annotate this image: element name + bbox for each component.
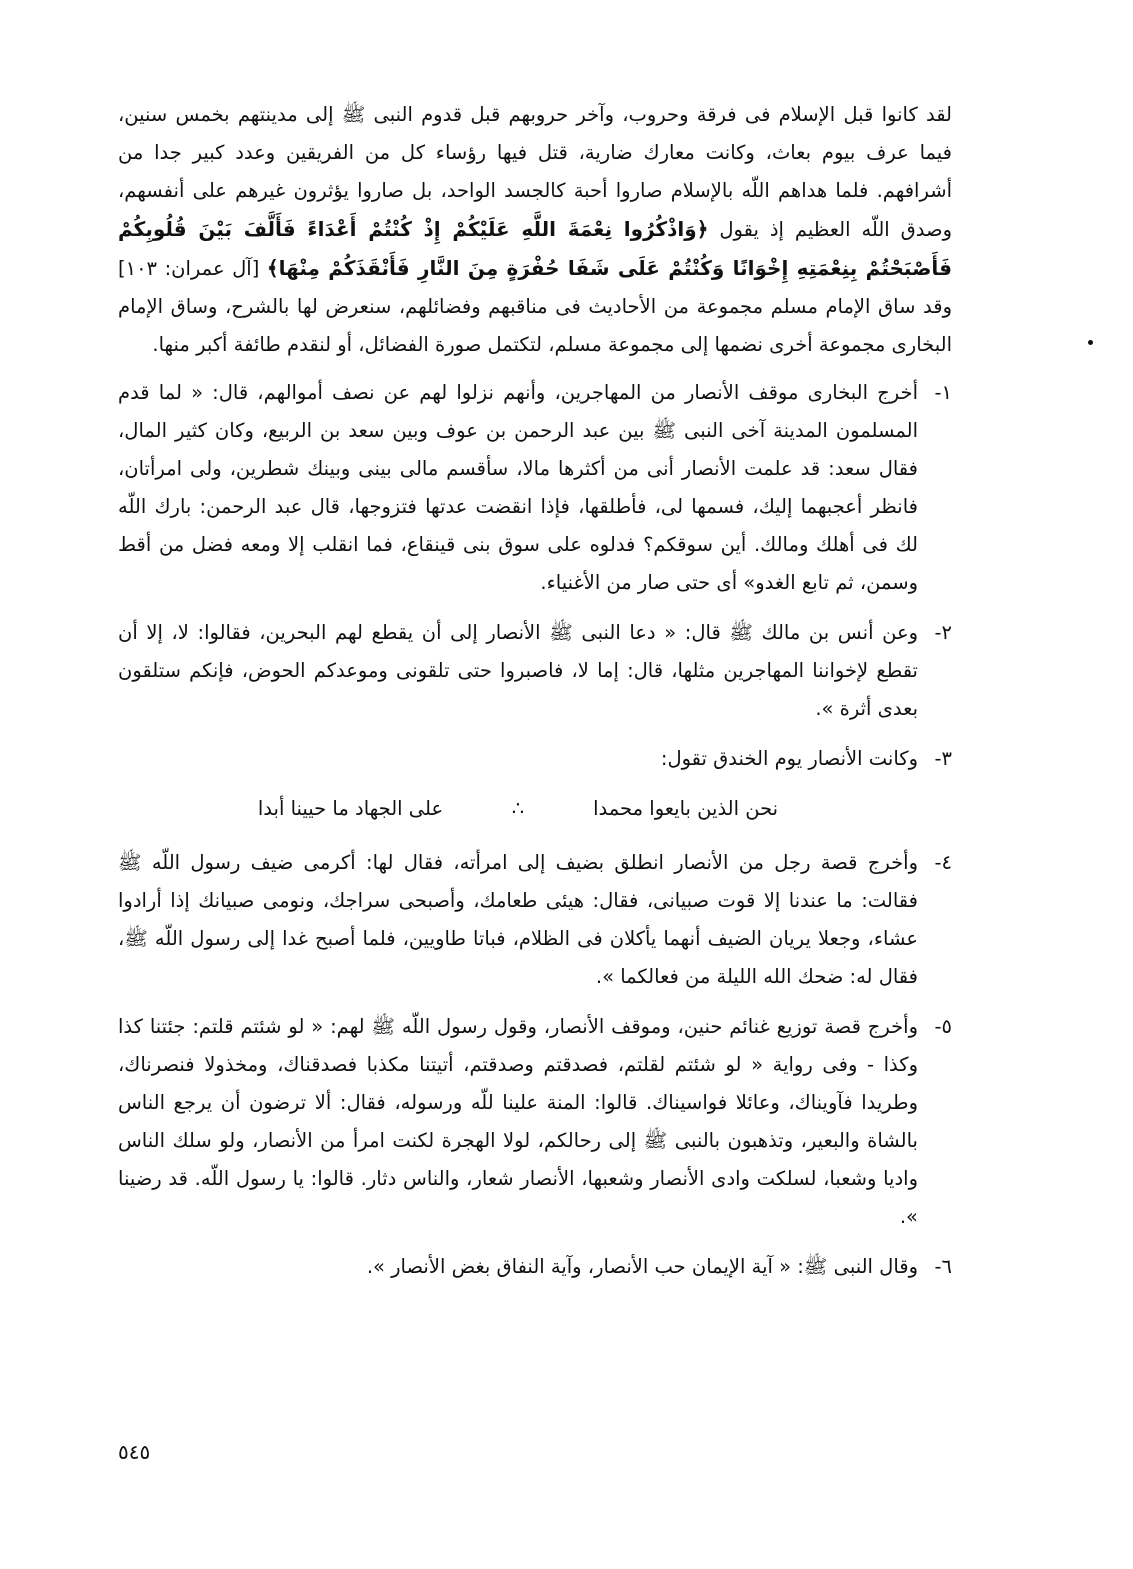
item-number: ٣- xyxy=(934,747,952,770)
item-number: ٤- xyxy=(934,851,952,874)
item-text: وأخرج قصة توزيع غنائم حنين، وموقف الأنصار، وقول رسول اللّه ﷺ لهم: « لو شئتم قلتم: جئتنا كذا وكذا - وفى رواية « لو شئتم لقلتم، فصدقتم وصدقتم، أتيتنا مكذبا فصدقناك، ومخذولا فنصرناك، وطريدا فآويناك، وعائلا فواسيناك. قالوا: المنة علينا للّه ورسوله، فقال: ألا ترضون أن يرجع الناس بالشاة والبعير، وتذهبون بالنبى ﷺ إلى رحالكم، لولا الهجرة لكنت امرأ من الأنصار، ولو سلك الناس واديا وشعبا، لسلكت وادى الأنصار وشعبها، الأنصار شعار، والناس دثار. قالوا: يا رسول اللّه. قد رضينا ». xyxy=(118,1015,918,1228)
item-number: ٢- xyxy=(934,621,952,644)
item-text: وعن أنس بن مالك ﷺ قال: « دعا النبى ﷺ الأنصار إلى أن يقطع لهم البحرين، فقالوا: لا، إلا أن تقطع لإخواننا المهاجرين مثلها، قال: إما لا، فاصبروا حتى تلقونى وموعدكم الحوض، فإنكم ستلقون بعدى أثرة ». xyxy=(118,621,918,720)
list-item-3 xyxy=(118,740,952,778)
item-number: ٦- xyxy=(934,1255,952,1278)
item-number: ٥- xyxy=(934,1015,952,1038)
page-body xyxy=(118,96,952,1298)
list-item-1 xyxy=(118,374,952,602)
item-text: وقال النبى ﷺ: « آية الإيمان حب الأنصار، وآية النفاق بغض الأنصار ». xyxy=(366,1255,918,1278)
item-number: ١- xyxy=(934,381,952,404)
item-text: أخرج البخارى موقف الأنصار من المهاجرين، وأنهم نزلوا لهم عن نصف أموالهم، قال: « لما قدم المسلمون المدينة آخى النبى ﷺ بين عبد الرحمن بن عوف وبين سعد بن الربيع، وكان كثير المال، فقال سعد: قد علمت الأنصار أنى من أكثرها مالا، سأقسم مالى بينى وبينك شطرين، ولى امرأتان، فانظر أعجبهما إليك، فسمها لى، فأطلقها، فإذا انقضت عدتها فتزوجها، قال عبد الرحمن: بارك اللّه لك فى أهلك ومالك. أين سوقكم؟ فدلوه على سوق بنى قينقاع، فما انقلب إلا ومعه فضل من أقط وسمن، ثم تابع الغدو» أى حتى صار من الأغنياء. xyxy=(118,381,918,594)
poem-separator: ∴ xyxy=(511,797,525,820)
poem-verse xyxy=(118,790,952,828)
item-text: وأخرج قصة رجل من الأنصار انطلق بضيف إلى امرأته، فقال لها: أكرمى ضيف رسول اللّه ﷺ فقالت: ما عندنا إلا قوت صبيانى، فقال: هيئى طعامك، وأصبحى سراجك، ونومى صبيانك إذا أرادوا عشاء، وجعلا يريان الضيف أنهما يأكلان فى الظلام، فباتا طاويين، فلما أصبح غدا إلى رسول اللّه ﷺ، فقال له: ضحك الله الليلة من فعالكما ». xyxy=(118,851,918,988)
list-item-5 xyxy=(118,1008,952,1236)
list-item-6 xyxy=(118,1248,952,1286)
intro-text-before: لقد كانوا قبل الإسلام فى فرقة وحروب، وآخر حروبهم قبل قدوم النبى ﷺ إلى مدينتهم بخمس سنين، فيما عرف بيوم بعاث، وكانت معارك ضارية، قتل فيها رؤساء كل من الفريقين وعدد كبير جدا من أشرافهم. فلما هداهم اللّه بالإسلام صاروا أحبة كالجسد الواحد، بل صاروا يؤثرون غيرهم على أنفسهم، وصدق اللّه العظيم إذ يقول xyxy=(118,103,953,241)
intro-text-after: [آل عمران: ١٠٣] وقد ساق الإمام مسلم مجموعة من الأحاديث فى مناقبهم وفضائلهم، سنعرض لها بالشرح، وساق الإمام البخارى مجموعة أخرى نضمها إلى مجموعة مسلم، لتكتمل صورة الفضائل، أو لنقدم طائفة أكبر منها. xyxy=(118,257,952,356)
list-item-2 xyxy=(118,614,952,728)
poem-second-hemistich: على الجهاد ما حيينا أبدا xyxy=(257,797,444,820)
page-number: ٥٤٥ xyxy=(118,1440,151,1464)
intro-paragraph xyxy=(118,96,952,364)
poem-first-hemistich: نحن الذين بايعوا محمدا xyxy=(593,797,779,820)
quran-verse: ﴿وَاذْكُرُوا نِعْمَةَ اللَّهِ عَلَيْكُمْ إِذْ كُنْتُمْ أَعْدَاءً فَأَلَّفَ بَيْنَ قُلُوبِكُمْ فَأَصْبَحْتُمْ بِنِعْمَتِهِ إِخْوَانًا وَكُنْتُمْ عَلَى شَفَا حُفْرَةٍ مِنَ النَّارِ فَأَنْقَذَكُمْ مِنْهَا﴾ xyxy=(118,217,952,280)
margin-dot xyxy=(1088,340,1093,345)
item-text: وكانت الأنصار يوم الخندق تقول: xyxy=(660,747,918,770)
list-item-4 xyxy=(118,844,952,996)
